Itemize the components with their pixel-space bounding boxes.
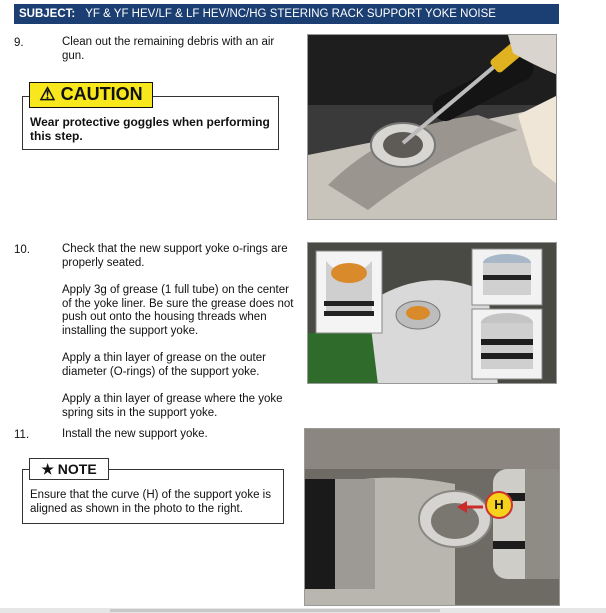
horizontal-scrollbar-thumb[interactable]	[110, 609, 440, 612]
note-text: Ensure that the curve (H) of the support yoke is aligned as shown in the photo to the right.	[30, 489, 271, 515]
note-title: NOTE	[57, 461, 97, 477]
step-11-text	[62, 428, 292, 456]
subject-label: SUBJECT:	[19, 8, 76, 20]
step-10-paragraph-1: Check that the new support yoke o-rings are properly seated.	[62, 243, 288, 269]
step-10-number: 10.	[14, 244, 30, 256]
photo-grease-application	[307, 242, 557, 384]
caution-title: CAUTION	[60, 84, 143, 104]
step-11-paragraph: Install the new support yoke.	[62, 428, 208, 440]
photo-support-yoke-installed	[304, 428, 560, 606]
warning-triangle-icon: ⚠	[39, 84, 56, 104]
step-9-number: 9.	[14, 37, 24, 49]
step-10-paragraph-4: Apply a thin layer of grease where the yoke spring sits in the support yoke.	[62, 393, 283, 419]
step-9-paragraph: Clean out the remaining debris with an air gun.	[62, 36, 275, 62]
note-tag	[29, 458, 109, 480]
step-9-text	[62, 36, 292, 77]
step-11-number: 11.	[14, 429, 30, 441]
step-10-paragraph-3: Apply a thin layer of grease on the outer diameter (O-rings) of the support yoke.	[62, 352, 266, 378]
step-10-text	[62, 243, 300, 434]
caution-text: Wear protective goggles when performing this step.	[30, 115, 270, 143]
caution-tag	[29, 82, 153, 108]
photo-air-gun-cleaning	[307, 34, 557, 220]
callout-h-label: H	[485, 491, 513, 519]
star-icon: ★	[41, 461, 54, 477]
subject-title: YF & YF HEV/LF & LF HEV/NC/HG STEERING RACK SUPPORT YOKE NOISE	[85, 8, 496, 20]
step-10-paragraph-2: Apply 3g of grease (1 full tube) on the center of the yoke liner. Be sure the grease does not push out onto the housing threads when installing the support yoke.	[62, 284, 294, 337]
subject-bar	[14, 4, 559, 24]
